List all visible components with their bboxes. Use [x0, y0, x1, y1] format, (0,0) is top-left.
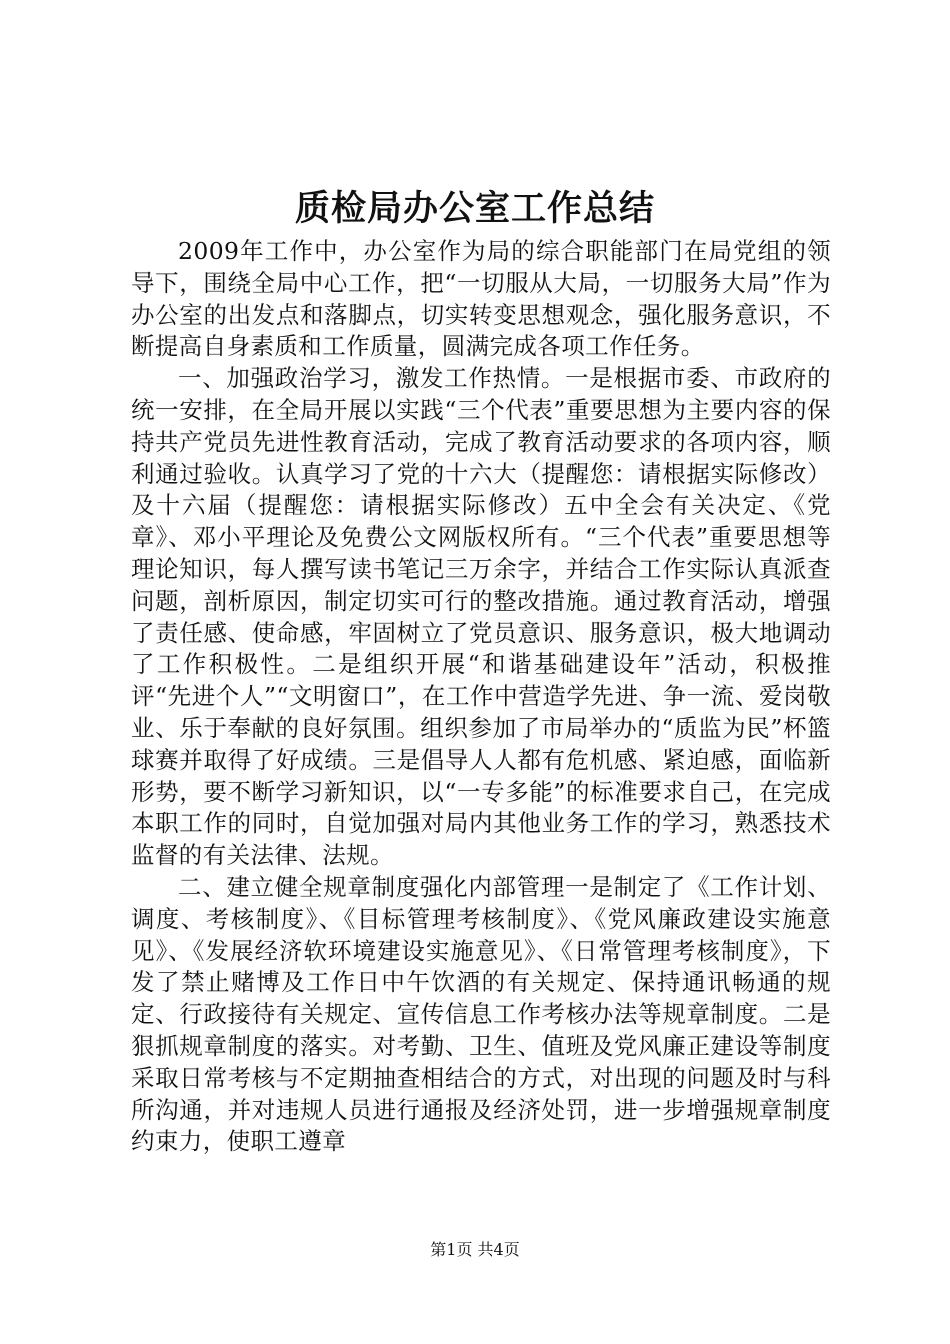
document-body — [131, 236, 831, 1158]
paragraph-section-1: 一、加强政治学习，激发工作热情。一是根据市委、市政府的统一安排，在全局开展以实践“三个代表”重要思想为主要内容的保持共产党员先进性教育活动，完成了教育活动要求的各项内容，顺利通过验收。认真学习了党的十六大（提醒您：请根据实际修改）及十六届（提醒您：请根据实际修改）五中全会有关决定、《党章》、邓小平理论及免费公文网版权所有。“三个代表”重要思想等理论知识，每人撰写读书笔记三万余字，并结合工作实际认真派查问题，剖析原因，制定切实可行的整改措施。通过教育活动，增强了责任感、使命感，牢固树立了党员意识、服务意识，极大地调动了工作积极性。二是组织开展“和谐基础建设年”活动，积极推评“先进个人”“文明窗口”，在工作中营造学先进、争一流、爱岗敬业、乐于奉献的良好氛围。组织参加了市局举办的“质监为民”杯篮球赛并取得了好成绩。三是倡导人人都有危机感、紧迫感，面临新形势，要不断学习新知识，以“一专多能”的标准要求自己，在完成本职工作的同时，自觉加强对局内其他业务工作的学习，熟悉技术监督的有关法律、法规。 — [131, 364, 831, 870]
page-number-footer: 第1页 共4页 — [430, 1240, 520, 1259]
document-title: 质检局办公室工作总结 — [294, 188, 655, 229]
paragraph-section-2: 二、建立健全规章制度强化内部管理一是制定了《工作计划、调度、考核制度》、《目标管理考核制度》、《党风廉政建设实施意见》、《发展经济软环境建设实施意见》、《日常管理考核制度》，下发了禁止赌博及工作日中午饮酒的有关规定、保持通讯畅通的规定、行政接待有关规定、宣传信息工作考核办法等规章制度。二是狠抓规章制度的落实。对考勤、卫生、值班及党风廉正建设等制度采取日常考核与不定期抽查相结合的方式，对出现的问题及时与科所沟通，并对违规人员进行通报及经济处罚，进一步增强规章制度约束力，使职工遵章 — [131, 872, 831, 1156]
paragraph-intro: 2009年工作中，办公室作为局的综合职能部门在局党组的领导下，围绕全局中心工作，把“一切服从大局，一切服务大局”作为办公室的出发点和落脚点，切实转变思想观念，强化服务意识，不断提高自身素质和工作质量，圆满完成各项工作任务。 — [131, 237, 831, 361]
